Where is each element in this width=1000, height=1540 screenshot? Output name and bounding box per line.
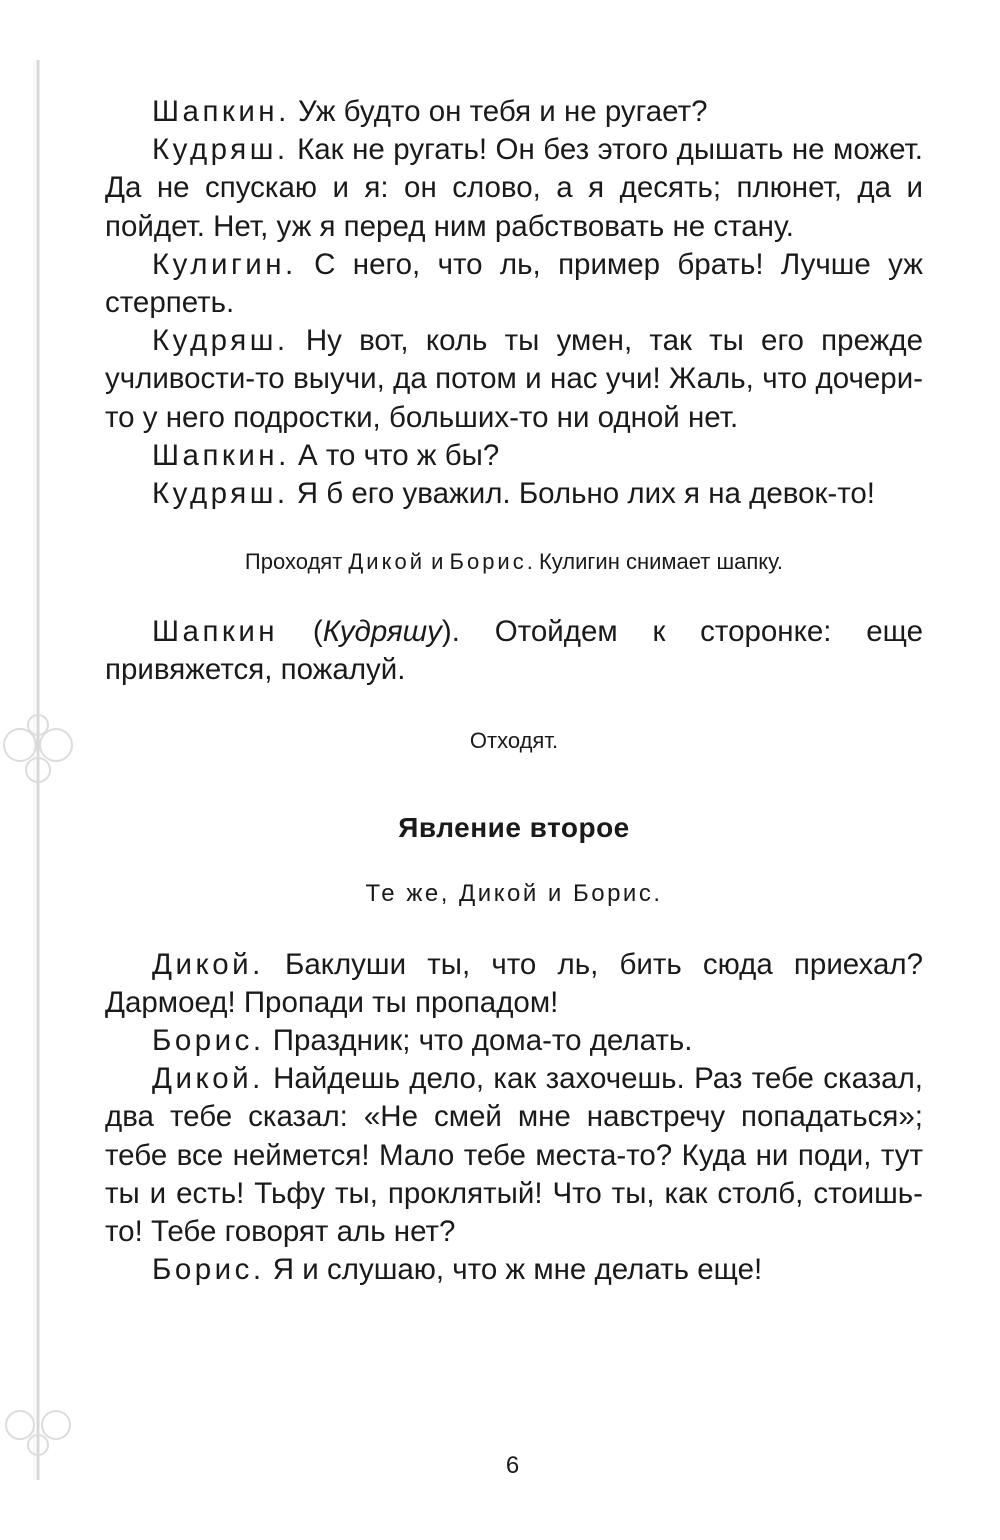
speaker-name: Дикой. (152, 1062, 264, 1096)
stage-direction (105, 547, 923, 577)
scene-heading: Явление второе (398, 811, 630, 843)
speaker-name: Кудряш. (152, 133, 289, 167)
dialogue-line (105, 246, 923, 322)
dialogue-line (105, 437, 923, 475)
dialogue-line (105, 1251, 923, 1289)
dialogue-line (105, 475, 923, 513)
dialogue-line (105, 131, 923, 246)
dialogue-line (105, 1060, 923, 1251)
speech-text: Ну вот, коль ты умен, так ты его прежде учливости-то выучи, да потом и нас учи! Жаль, что дочери-то у него подростки, больших-то ни одной нет. (105, 324, 923, 434)
stage-text: . Кулигин снимает шапку. (526, 549, 784, 575)
speaker-name: Шапкин. (152, 438, 290, 472)
speaker-name: Кулигин. (152, 247, 297, 281)
speech-text: Как не ругать! Он без этого дышать не может. Да не спускаю и я: он слово, а я десять; плюнет, да и пойдет. Нет, уж я перед ним рабствовать не стану. (105, 133, 923, 243)
stage-direction-exit: Отходят. (469, 727, 559, 753)
speech-text: ). (441, 615, 460, 649)
speech-text: Найдешь дело, как захочешь. Раз тебе сказал, два тебе сказал: «Не смей мне навстречу попадаться»; тебе все неймется! Мало тебе места-то? Куда ни поди, тут ты и есть! Тьфу ты, проклятый! Что ты, как столб, стоишь-то! Тебе говорят аль нет? (105, 1062, 923, 1249)
speaker-name: Шапкин. (152, 95, 290, 128)
speech-text: А то что ж бы? (289, 438, 500, 472)
speech-text: Баклуши ты, что ль, бить сюда приехал? Дармоед! Пропади ты пропадом! (105, 947, 923, 1019)
dialogue-block-1 (105, 93, 923, 513)
dialogue-line (105, 322, 923, 437)
stage-text: Проходят (244, 549, 349, 575)
speech-text: Уж будто он тебя и не ругает? (289, 95, 708, 128)
speaker-name: Борис. (152, 1024, 265, 1058)
speaker-name: Борис. (152, 1253, 265, 1287)
speech-text: Я б его уважил. Больно лих я на девок-то! (288, 477, 875, 511)
speech-text: Отойдем к сторонке: еще привяжется, пожалуй. (105, 615, 923, 687)
margin-ornament (0, 40, 80, 1500)
dialogue-line (105, 93, 923, 131)
page-number: 6 (505, 1452, 520, 1479)
speaker-name: Шапкин (152, 615, 279, 649)
page-content (105, 93, 923, 1289)
scene-cast: Те же, Дикой и Борис. (365, 879, 663, 907)
speaker-name: Дикой. (152, 947, 264, 981)
speech-text: Я и слушаю, что ж мне делать еще! (264, 1253, 763, 1287)
character-name: Борис (449, 549, 527, 575)
speech-text: Праздник; что дома-то делать. (264, 1024, 693, 1058)
speaker-name: Кудряш. (152, 324, 289, 358)
character-name: Дикой (348, 549, 425, 575)
dialogue-line (105, 1022, 923, 1060)
stage-text: и (425, 549, 450, 575)
speech-text: С него, что ль, пример брать! Лучше уж стерпеть. (105, 247, 923, 320)
dialogue-line (105, 613, 923, 689)
aside-addressee: Кудряшу (322, 615, 442, 649)
speech-text: ( (278, 615, 323, 649)
speaker-name: Кудряш. (152, 477, 289, 511)
dialogue-line (105, 946, 923, 1022)
dialogue-block-2 (105, 946, 923, 1290)
